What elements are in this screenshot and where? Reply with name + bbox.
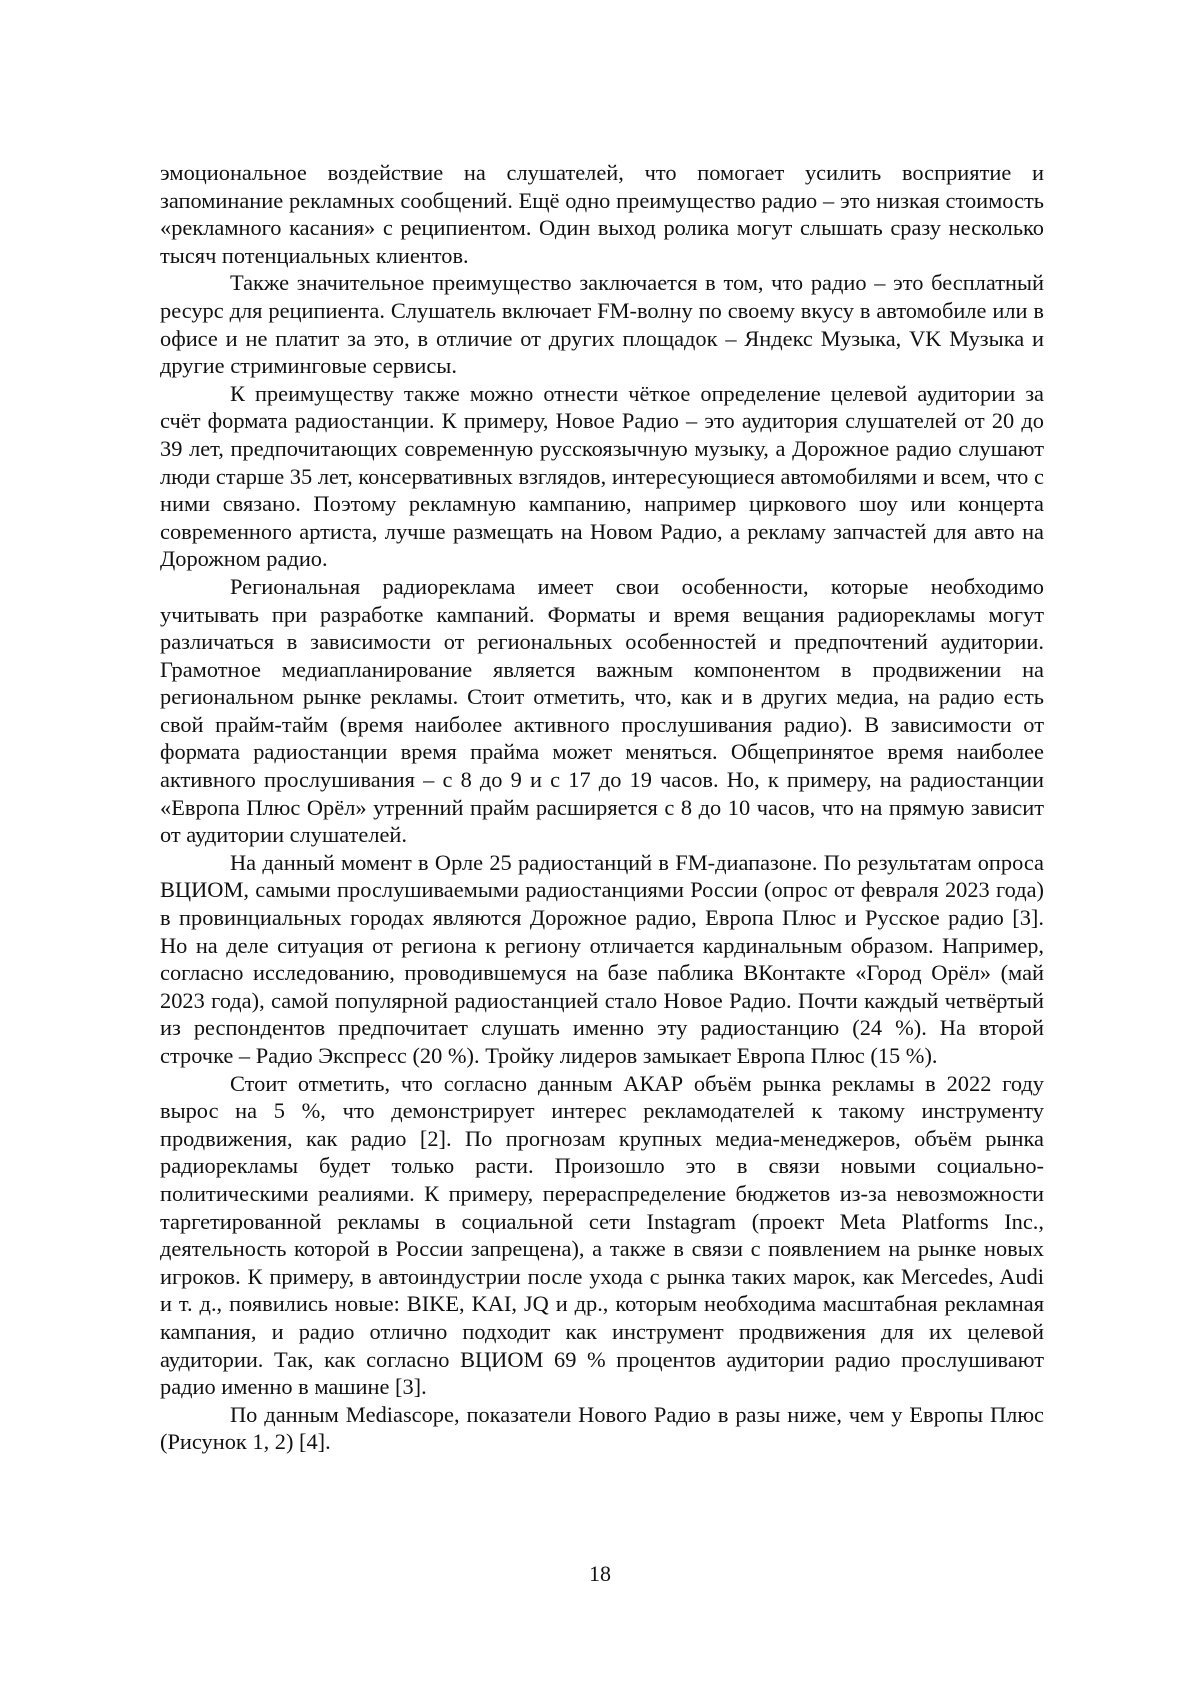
paragraph-market-growth: Стоит отметить, что согласно данным АКАР объём рынка рекламы в 2022 году вырос на 5 %, что демонстрирует интерес рекламодателей к такому инструменту продвижения, как радио [2]. По прогнозам крупных медиа-менеджеров, объём рынка радиорекламы будет только расти. Произошло это в связи новыми социально-политическими реалиями. К примеру, перераспределение бюджетов из-за невозможности таргетированной рекламы в социальной сети Instagram (проект Meta Platforms Inc., деятельность которой в России запрещена), а также в связи с появлением на рынке новых игроков. К примеру, в автоиндустрии после ухода с рынка таких марок, как Mercedes, Audi и т. д., появились новые: BIKE, KAI, JQ и др., которым необходима масштабная рекламная кампания, и радио отлично подходит как инструмент продвижения для их целевой аудитории. Так, как согласно ВЦИОМ 69 % процентов аудитории радио прослушивают радио именно в машине [3].: [160, 1070, 1044, 1401]
document-page: [0, 0, 1200, 1698]
paragraph-mediascope: По данным Mediascope, показатели Нового Радио в разы ниже, чем у Европы Плюс (Рисунок 1, 2) [4].: [160, 1401, 1044, 1456]
paragraph-continuation: эмоциональное воздействие на слушателей, что помогает усилить восприятие и запоминание рекламных сообщений. Ещё одно преимущество радио – это низкая стоимость «рекламного касания» с реципиентом. Один выход ролика могут слышать сразу несколько тысяч потенциальных клиентов.: [160, 159, 1044, 269]
paragraph-target-audience: К преимуществу также можно отнести чёткое определение целевой аудитории за счёт формата радиостанции. К примеру, Новое Радио – это аудитория слушателей от 20 до 39 лет, предпочитающих современную русскоязычную музыку, а Дорожное радио слушают люди старше 35 лет, консервативных взглядов, интересующиеся автомобилями и всем, что с ними связано. Поэтому рекламную кампанию, например циркового шоу или концерта современного артиста, лучше размещать на Новом Радио, а рекламу запчастей для авто на Дорожном радио.: [160, 380, 1044, 573]
paragraph-regional-advertising: Региональная радиореклама имеет свои особенности, которые необходимо учитывать при разработке кампаний. Форматы и время вещания радиорекламы могут различаться в зависимости от региональных особенностей и предпочтений аудитории. Грамотное медиапланирование является важным компонентом в продвижении на региональном рынке рекламы. Стоит отметить, что, как и в других медиа, на радио есть свой прайм-тайм (время наиболее активного прослушивания радио). В зависимости от формата радиостанции время прайма может меняться. Общепринятое время наиболее активного прослушивания – с 8 до 9 и с 17 до 19 часов. Но, к примеру, на радиостанции «Европа Плюс Орёл» утренний прайм расширяется с 8 до 10 часов, что на прямую зависит от аудитории слушателей.: [160, 573, 1044, 849]
body-text: [160, 159, 1044, 1456]
page-number: 18: [0, 1561, 1200, 1587]
paragraph-free-resource: Также значительное преимущество заключается в том, что радио – это бесплатный ресурс для реципиента. Слушатель включает FM-волну по своему вкусу в автомобиле или в офисе и не платит за это, в отличие от других площадок – Яндекс Музыка, VK Музыка и другие стриминговые сервисы.: [160, 269, 1044, 379]
paragraph-orel-stations: На данный момент в Орле 25 радиостанций в FM-диапазоне. По результатам опроса ВЦИОМ, самыми прослушиваемыми радиостанциями России (опрос от февраля 2023 года) в провинциальных городах являются Дорожное радио, Европа Плюс и Русское радио [3]. Но на деле ситуация от региона к региону отличается кардинальным образом. Например, согласно исследованию, проводившемуся на базе паблика ВКонтакте «Город Орёл» (май 2023 года), самой популярной радиостанцией стало Новое Радио. Почти каждый четвёртый из респондентов предпочитает слушать именно эту радиостанцию (24 %). На второй строчке – Радио Экспресс (20 %). Тройку лидеров замыкает Европа Плюс (15 %).: [160, 849, 1044, 1070]
